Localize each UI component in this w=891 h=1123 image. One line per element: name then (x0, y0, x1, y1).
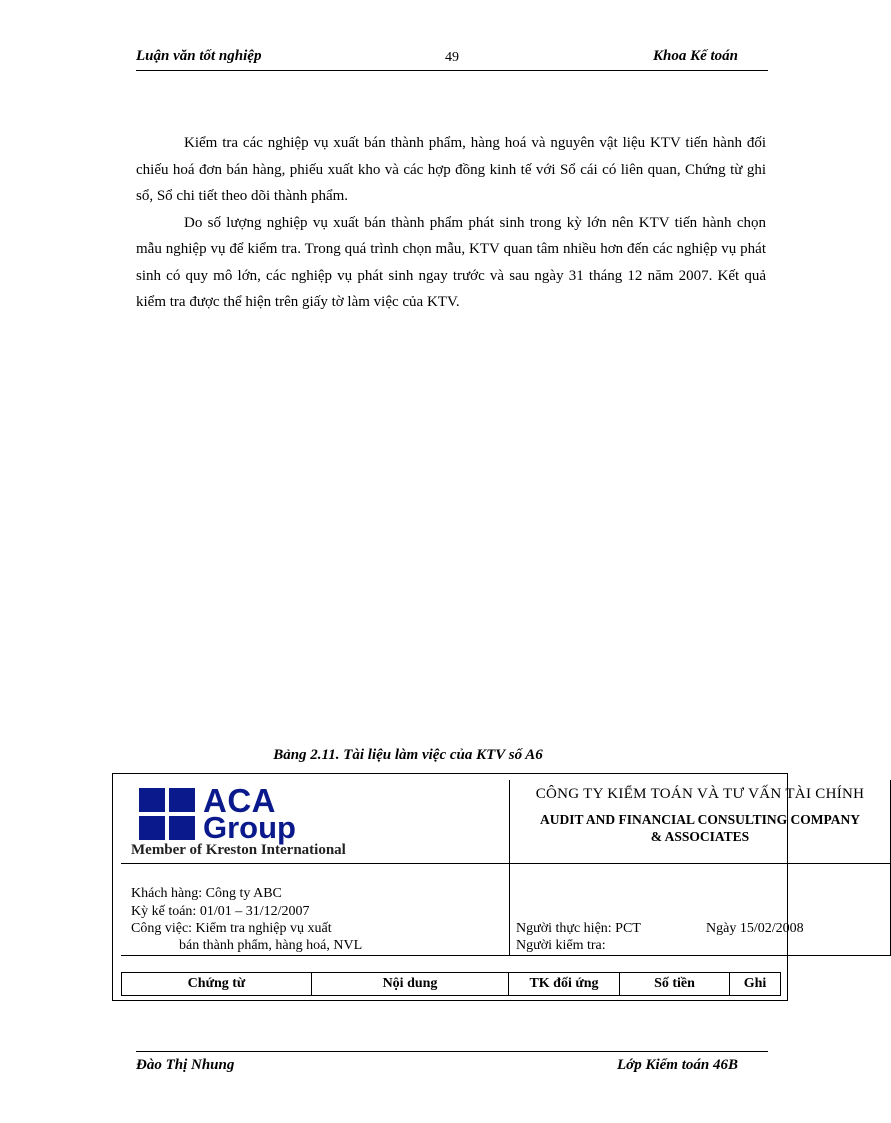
page-footer (136, 1051, 768, 1073)
company-name-vn: CÔNG TY KIỂM TOÁN VÀ TƯ VẤN TÀI CHÍNH (535, 786, 865, 802)
paragraph-1: Kiểm tra các nghiệp vụ xuất bán thành phẩm, hàng hoá và nguyên vật liệu KTV tiến hành đối chiếu hoá đơn bán hàng, phiếu xuất kho và các hợp đồng kinh tế với Sổ cái có liên quan, Chứng từ ghi sổ, Sổ chi tiết theo dõi thành phẩm. (136, 135, 766, 204)
page-header (136, 48, 768, 71)
client-period: Kỳ kế toán: 01/01 – 31/12/2007 (131, 904, 310, 919)
reviewer: Người kiểm tra: (516, 938, 606, 953)
column-header-account: TK đối ứng (509, 973, 620, 995)
logo-square-icon (139, 788, 165, 812)
company-name-en-line1: AUDIT AND FINANCIAL CONSULTING COMPANY (539, 812, 861, 827)
column-header-content: Nội dung (312, 973, 509, 995)
member-label: Member of Kreston International (131, 842, 346, 858)
logo-text-aca: ACA (203, 782, 276, 819)
logo-square-icon (169, 788, 195, 812)
header-page-number: 49 (445, 50, 459, 65)
client-task-line1: Công việc: Kiểm tra nghiệp vụ xuất (131, 921, 332, 936)
table-caption: Bảng 2.11. Tài liệu làm việc của KTV số A6 (273, 747, 543, 763)
table-header-row (121, 972, 781, 996)
performed-date: Ngày 15/02/2008 (706, 921, 804, 936)
header-thesis-title: Luận văn tốt nghiệp (136, 48, 262, 64)
header-faculty: Khoa Kế toán (652, 48, 738, 64)
client-task-line2: bán thành phẩm, hàng hoá, NVL (179, 938, 363, 953)
column-header-voucher: Chứng từ (122, 973, 312, 995)
logo-text-group: Group (203, 810, 296, 845)
company-name-en-line2: & ASSOCIATES (650, 829, 750, 844)
paragraph-2: Do số lượng nghiệp vụ xuất bán thành phẩm phát sinh trong kỳ lớn nên KTV tiến hành chọn mẫu nghiệp vụ để kiểm tra. Trong quá trình chọn mẫu, KTV quan tâm nhiều hơn đến các nghiệp vụ phát sinh có quy mô lớn, các nghiệp vụ phát sinh ngay trước và sau ngày 31 tháng 12 năm 2007. Kết quả kiểm tra được thể hiện trên giấy tờ làm việc của KTV. (136, 214, 766, 310)
column-header-amount: Số tiền (620, 973, 730, 995)
performer-box (510, 864, 891, 956)
footer-author: Đào Thị Nhung (136, 1057, 235, 1073)
performed-by: Người thực hiện: PCT (516, 921, 641, 936)
logo-square-icon (169, 816, 195, 840)
column-header-note: Ghi (743, 976, 767, 991)
footer-class: Lớp Kiểm toán 46B (617, 1057, 738, 1073)
aca-group-logo (139, 782, 296, 845)
company-box (510, 780, 891, 864)
logo-box (121, 780, 510, 864)
body-text (136, 130, 766, 316)
logo-square-icon (139, 816, 165, 840)
client-info-box (121, 864, 510, 956)
working-paper-form (112, 773, 865, 1001)
client-customer: Khách hàng: Công ty ABC (131, 886, 282, 901)
